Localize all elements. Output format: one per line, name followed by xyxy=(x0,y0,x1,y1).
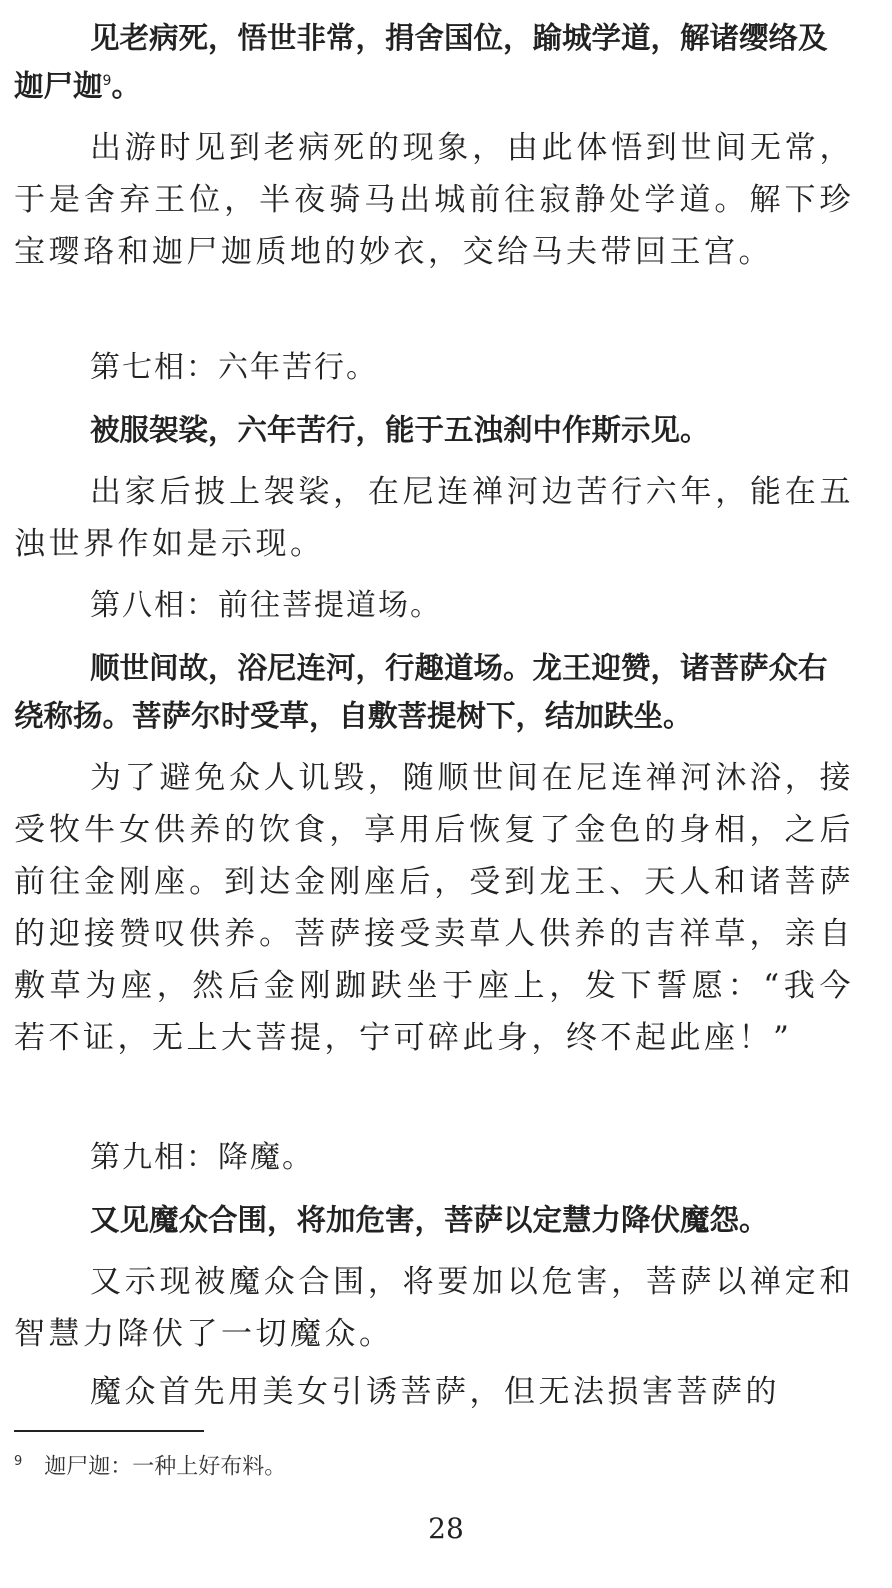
section-heading-seventh: 第七相：六年苦行。 xyxy=(90,350,378,385)
paragraph-explanation-4: 又示现被魔众合围，将要加以危害，菩萨以禅定和智慧力降伏了一切魔众。 xyxy=(14,1264,854,1352)
paragraph-sutra-4: 又见魔众合围，将加危害，菩萨以定慧力降伏魔怨。 xyxy=(90,1203,769,1237)
paragraph-explanation-2: 出家后披上袈裟，在尼连禅河边苦行六年，能在五浊世界作如是示现。 xyxy=(14,474,854,562)
paragraph-explanation-1: 出游时见到老病死的现象，由此体悟到世间无常，于是舍弃王位，半夜骑马出城前往寂静处学道。解下珍宝璎珞和迦尸迦质地的妙衣，交给马夫带回王宫。 xyxy=(14,130,854,270)
footnote-text: 迦尸迦：一种上好布料。 xyxy=(44,1454,287,1480)
footnote-mark: 9 xyxy=(14,1454,23,1469)
footnote-divider xyxy=(14,1430,204,1432)
paragraph-explanation-3: 为了避免众人讥毁，随顺世间在尼连禅河沐浴，接受牧牛女供养的饮食，享用后恢复了金色的身相，之后前往金刚座。到达金刚座后，受到龙王、天人和诸菩萨的迎接赞叹供养。菩萨接受卖草人供养的吉祥草，亲自敷草为座，然后金刚跏趺坐于座上，发下誓愿：“我今若不证，无上大菩提，宁可碎此身，终不起此座！” xyxy=(14,760,854,1056)
paragraph-text: 见老病死，悟世非常，捐舍国位，踰城学道，解诸缨络及迦尸迦 xyxy=(14,21,828,103)
paragraph-sutra-1 xyxy=(14,14,854,110)
footnote xyxy=(14,1446,286,1483)
section-heading-ninth: 第九相：降魔。 xyxy=(90,1140,314,1175)
paragraph-explanation-5: 魔众首先用美女引诱菩萨，但无法损害菩萨的 xyxy=(90,1374,780,1410)
page-number: 28 xyxy=(428,1512,464,1545)
paragraph-sutra-2: 被服袈裟，六年苦行，能于五浊刹中作斯示见。 xyxy=(90,413,710,447)
footnote-reference: 9 xyxy=(102,73,112,90)
section-heading-eighth: 第八相：前往菩提道场。 xyxy=(90,588,442,623)
paragraph-sutra-3: 顺世间故，浴尼连河，行趣道场。龙王迎赞，诸菩萨众右绕称扬。菩萨尔时受草，自敷菩提树下，结加趺坐。 xyxy=(14,651,828,733)
paragraph-end-punct: 。 xyxy=(111,69,141,103)
